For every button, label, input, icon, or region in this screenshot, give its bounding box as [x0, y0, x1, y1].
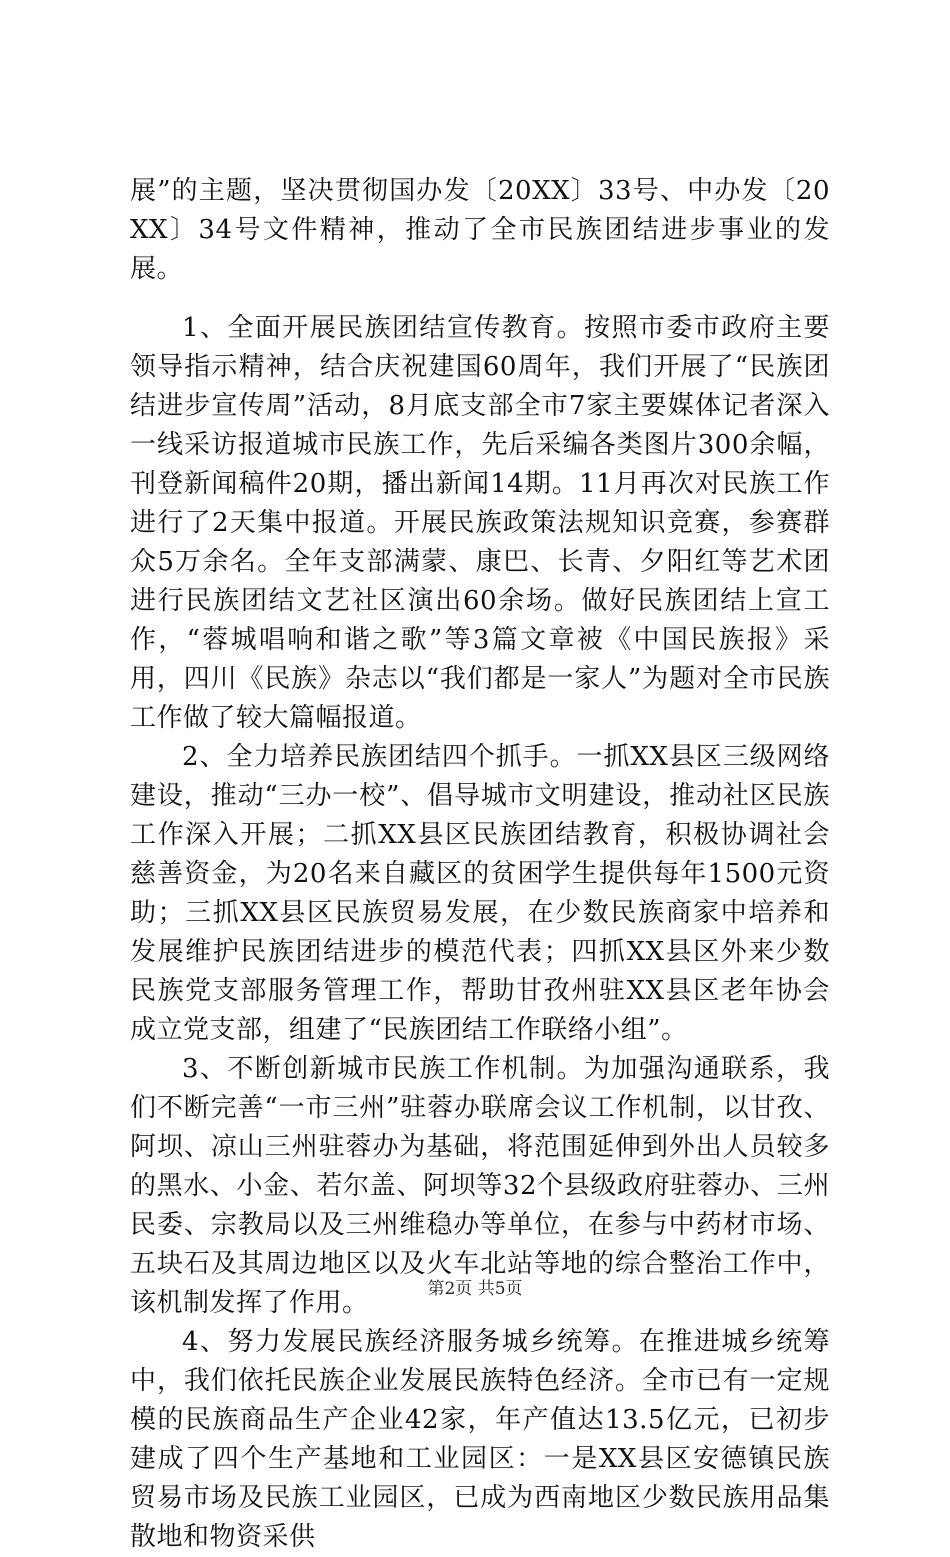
- paragraph-continuation: 展”的主题，坚决贯彻国办发〔20XX〕33号、中办发〔20XX〕34号文件精神，推动了全市民族团结进步事业的发展。: [130, 176, 830, 284]
- page-number-footer: 第2页 共5页: [427, 1279, 523, 1299]
- paragraph-4: 4、努力发展民族经济服务城乡统筹。在推进城乡统筹中，我们依托民族企业发展民族特色经济。全市已有一定规模的民族商品生产企业42家，年产值达13.5亿元，已初步建成了四个生产基地和工业园区：一是XX县区安德镇民族贸易市场及民族工业园区，已成为西南地区少数民族用品集散地和物资采供: [130, 1327, 830, 1552]
- paragraph-1: 1、全面开展民族团结宣传教育。按照市委市政府主要领导指示精神，结合庆祝建国60周年，我们开展了“民族团结进步宣传周”活动，8月底支部全市7家主要媒体记者深入一线采访报道城市民族工作，先后采编各类图片300余幅，刊登新闻稿件20期，播出新闻14期。11月再次对民族工作进行了2天集中报道。开展民族政策法规知识竞赛，参赛群众5万余名。全年支部满蒙、康巴、长青、夕阳红等艺术团进行民族团结文艺社区演出60余场。做好民族团结上宣工作，“蓉城唱响和谐之歌”等3篇文章被《中国民族报》采用，四川《民族》杂志以“我们都是一家人”为题对全市民族工作做了较大篇幅报道。: [130, 313, 830, 733]
- paragraph-2: 2、全力培养民族团结四个抓手。一抓XX县区三级网络建设，推动“三办一校”、倡导城市文明建设，推动社区民族工作深入开展；二抓XX县区民族团结教育，积极协调社会慈善资金，为20名来自藏区的贫困学生提供每年1500元资助；三抓XX县区民族贸易发展，在少数民族商家中培养和发展维护民族团结进步的模范代表；四抓XX县区外来少数民族党支部服务管理工作，帮助甘孜州驻XX县区老年协会成立党支部，组建了“民族团结工作联络小组”。: [130, 742, 830, 1045]
- paragraph-gap: [130, 289, 830, 309]
- paragraph-3: 3、不断创新城市民族工作机制。为加强沟通联系，我们不断完善“一市三州”驻蓉办联席会议工作机制，以甘孜、阿坝、凉山三州驻蓉办为基础，将范围延伸到外出人员较多的黑水、小金、若尔盖、阿坝等32个县级政府驻蓉办、三州民委、宗教局以及三州维稳办等单位，在参与中药材市场、五块石及其周边地区以及火车北站等地的综合整治工作中，该机制发挥了作用。: [130, 1054, 830, 1318]
- document-body: [130, 172, 830, 1557]
